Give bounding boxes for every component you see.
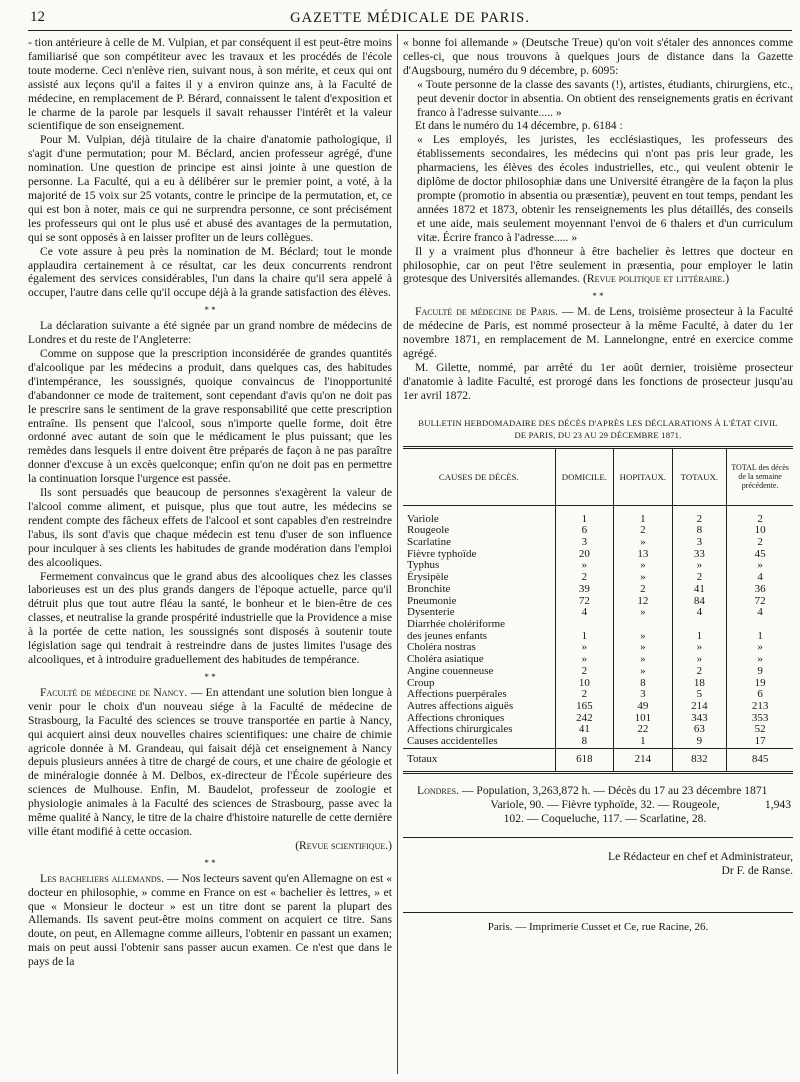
faculte-heading: Faculté de médecine de Paris. <box>415 305 558 319</box>
cause-cell: Totaux <box>403 748 555 772</box>
count-cell: 2 <box>727 514 793 526</box>
article-paragraph: « bonne foi allemande » (Deutsche Treue) qu'on voit s'étaler des annonces comme celles-ci, que nous trouvons à quelques jours de distance dans la Gazette d'Augsbourg, numéro du 9 décembre, p. 6095: <box>403 36 793 77</box>
count-cell: 4 <box>672 607 727 619</box>
table-row <box>403 514 793 526</box>
printer-imprint: Paris. — Imprimerie Cusset et Ce, rue Racine, 26. <box>403 912 793 935</box>
count-cell: 214 <box>614 748 673 772</box>
count-cell: 18 <box>672 678 727 690</box>
nancy-article <box>28 686 392 839</box>
cause-cell: Autres affections aiguës <box>407 699 514 712</box>
article-paragraph: Et dans le numéro du 14 décembre, p. 6184 : <box>415 119 623 133</box>
count-cell: 2 <box>614 525 673 537</box>
nancy-heading: Faculté de médecine de Nancy. <box>40 685 188 699</box>
count-cell: 9 <box>672 736 727 748</box>
count-cell: » <box>614 642 673 654</box>
cause-cell: Diarrhée cholériforme <box>407 617 506 630</box>
count-cell: 33 <box>672 549 727 561</box>
count-cell: » <box>727 654 793 666</box>
count-cell: 41 <box>672 584 727 596</box>
article-paragraph <box>403 245 793 287</box>
table-row <box>403 701 793 713</box>
count-cell: 41 <box>555 724 614 736</box>
source-citation: (Revue politique et littéraire.) <box>582 272 730 286</box>
count-cell: 22 <box>614 724 673 736</box>
count-cell: 10 <box>727 525 793 537</box>
count-cell: 832 <box>672 748 727 772</box>
table-row <box>403 619 793 631</box>
section-separator: * * <box>204 671 216 682</box>
londres-text: — Population, 3,263,872 h. — Décès du 17 au 23 décembre 1871 <box>458 783 768 797</box>
count-cell: 36 <box>727 584 793 596</box>
count-cell: 8 <box>555 736 614 748</box>
column-divider <box>397 34 398 1074</box>
article-paragraph: - tion antérieure à celle de M. Vulpian, et par conséquent il est peut-être moins familiarisé que son compétiteur avec les travaux et les procédés de l'école toute moderne. Ceci n'enlève rien, suivant nous, à son mérite, et ceux qui ont assisté aux leçons qu'il a faites il y a environ quinze ans, à la Faculté de médecine, en remplacement de P. Bérard, connaissent le talent d'exposition et le charme de la parole par lesquels il savait rehausser l'intérêt et la valeur scientifique de son enseignement. <box>28 36 392 133</box>
count-cell: 19 <box>727 678 793 690</box>
source-citation: (Revue scientifique.) <box>295 838 392 852</box>
count-cell: 2 <box>614 584 673 596</box>
table-row <box>403 572 793 584</box>
londres-line: Variole, 90. — Fièvre typhoïde, 32. — Rougeole, <box>490 797 720 811</box>
article-paragraph: La déclaration suivante a été signée par un grand nombre de médecins de Londres et du reste de l'Angleterre: <box>28 319 392 347</box>
count-cell: 6 <box>727 689 793 701</box>
count-cell <box>727 619 793 631</box>
article-paragraph: Pour M. Vulpian, déjà titulaire de la chaire d'anatomie pathologique, il s'agit d'une permutation; pour M. Béclard, ancien professeur agrégé, d'une nomination. Une question de principe est ainsi jointe à une question de personne. La Faculté, qui a eu à délibérer sur le premier point, a voté, à la majorité de 15 voix sur 25 votants, contre le principe de la permutation, et, ce qui est bon à noter, mais ce qui ne surprendra personne, ce sont précisément les professeurs qui ont le plus usé et abusé des avantages de la permutation, qui se sont opposés à en laisser profiter un de leurs collègues. <box>28 133 392 244</box>
count-cell: » <box>555 560 614 572</box>
journal-title: GAZETTE MÉDICALE DE PARIS. <box>290 10 530 26</box>
page-header <box>28 8 792 31</box>
bulletin-title-line: BULLETIN HEBDOMADAIRE DES DÉCÈS D'APRÈS LES DÉCLARATIONS À L'ÉTAT CIVIL <box>418 417 778 428</box>
count-cell: » <box>614 560 673 572</box>
count-cell: 2 <box>672 572 727 584</box>
table-body <box>403 505 793 772</box>
cause-cell: Affections chirurgicales <box>407 723 513 736</box>
count-cell: 1 <box>614 514 673 526</box>
count-cell: 4 <box>727 607 793 619</box>
count-cell: » <box>614 537 673 549</box>
cause-cell: Pneumonie <box>407 594 457 607</box>
cause-cell: Variole <box>407 512 439 525</box>
section-separator: * * <box>592 291 604 302</box>
count-cell: 12 <box>614 596 673 608</box>
count-cell: » <box>614 631 673 643</box>
article-paragraph: Ce vote assure à peu près la nomination de M. Béclard; tout le monde applaudira certainement à ce résultat, car les deux concurrents rendront également des services considérables, l'un dans la chaire qu'il sera appelé à occuper, l'autre dans celle qu'il occupe déjà à la grande satisfaction des élèves. <box>28 244 392 300</box>
table-row <box>403 596 793 608</box>
count-cell: » <box>614 654 673 666</box>
count-cell: 2 <box>727 537 793 549</box>
signature-name: Dr F. de Ranse. <box>721 864 793 878</box>
bacheliers-article <box>28 872 392 969</box>
count-cell: 343 <box>672 713 727 725</box>
count-cell: 213 <box>727 701 793 713</box>
count-cell <box>555 619 614 631</box>
article-paragraph: Ils sont persuadés que beaucoup de personnes s'exagèrent la valeur de l'alcool comme aliment, et puisque, plus que tout autre, les médecins se rendent compte des fâcheux effets de l'alcool et sont capables d'en restreindre l'abus, ils sont d'avis que chaque médecin est tenu d'user de son influence pour inculquer à ses clients les habitudes de grande modération dans l'emploi des alcooliques. <box>28 486 392 569</box>
count-cell <box>614 619 673 631</box>
count-cell: 52 <box>727 724 793 736</box>
count-cell: 2 <box>672 514 727 526</box>
section-separator: * * <box>204 857 216 868</box>
cause-cell: Dysenterie <box>407 606 455 619</box>
cause-cell: Typhus <box>407 559 440 572</box>
count-cell: 6 <box>555 525 614 537</box>
bacheliers-heading: Les bacheliers allemands. <box>40 871 164 885</box>
table-row <box>403 584 793 596</box>
count-cell: 1 <box>727 631 793 643</box>
signature-title: Le Rédacteur en chef et Administrateur, <box>608 850 793 864</box>
count-cell: 3 <box>672 537 727 549</box>
count-cell: 845 <box>727 748 793 772</box>
count-cell: 39 <box>555 584 614 596</box>
londres-stats <box>403 784 793 826</box>
count-cell: 2 <box>555 666 614 678</box>
count-cell: 4 <box>727 572 793 584</box>
count-cell: 17 <box>727 736 793 748</box>
cause-cell: Scarlatine <box>407 536 451 549</box>
left-column <box>28 36 392 969</box>
count-cell: 4 <box>555 607 614 619</box>
count-cell: 1 <box>555 514 614 526</box>
right-column <box>403 36 793 935</box>
count-cell: 9 <box>727 666 793 678</box>
section-separator: * * <box>204 305 216 316</box>
count-cell: 1 <box>555 631 614 643</box>
count-cell: 45 <box>727 549 793 561</box>
count-cell: 8 <box>614 678 673 690</box>
count-cell: 20 <box>555 549 614 561</box>
article-paragraph: Comme on suppose que la prescription inconsidérée de grandes quantités d'alcoolique par les médecins a produit, dans quelques cas, des habitudes d'intempérance, les soussignés, quoique convaincus de l'inopportunité d'abandonner ce mode de traitement, sont cependant d'avis qu'on ne doit pas le prescrire sans le sentiment de la grave responsabilité que cette prescription entraîne. Ils pensent que l'alcool, sous n'importe quelle forme, doit être ordonné avec autant de soin que le médicament le plus puissant; que les remèdes dans lesquels il entre doivent être préparés de façon à ne pas paraître donner d'excuse à un excès quelconque; enfin qu'on ne doit pas en permettre la continuation lorsque l'urgence est passée. <box>28 347 392 486</box>
table-row <box>403 525 793 537</box>
table-row <box>403 537 793 549</box>
page-number: 12 <box>30 9 45 25</box>
faculte-text: — M. de Lens, troisième prosecteur à la Faculté de médecine de Paris, est nommé prosecteur à la même Faculté, à dater du 1er novembre 1871, en remplacement de M. Lannelongne, entré en exercice comme agrégé. <box>403 305 794 361</box>
count-cell: » <box>614 607 673 619</box>
column-header: CAUSES DE DÉCÈS. <box>403 447 555 505</box>
count-cell: 3 <box>555 537 614 549</box>
count-cell <box>672 619 727 631</box>
table-row <box>403 666 793 678</box>
column-header: TOTAUX. <box>672 447 727 505</box>
count-cell: 10 <box>555 678 614 690</box>
table-total-row <box>403 748 793 772</box>
quoted-advertisement: « Les employés, les juristes, les ecclésiastiques, les professeurs des établissements secondaires, les médecins qui n'ont pas pris leur grade, les pharmaciens, les élèves des écoles industrielles, etc., qui veulent obtenir le diplôme de doctor philosophiæ dans une Université étrangère de la façon la plus prompte (promotio in absentia ou præsentiæ), peuvent en tout temps, pendant les années 1872 et 1873, obtenir les renseignements les plus détaillés, des conseils et une aide, mais seulement moyennant l'envoi de 6 thalers et d'un curriculum vitæ. Écrire franco à l'adresse..... » <box>417 133 793 244</box>
bacheliers-text: — Nos lecteurs savent qu'en Allemagne on est « docteur en philosophie, » comme en France on est « bachelier ès lettres, » et que « Monsieur le docteur » est un titre dont se parent la plupart des Allemands. Ils savent peut-être moins comment on acquiert ce titre. Sans doute, on peut, en Allemagne comme ailleurs, l'obtenir en passant un examen; mais on peut aussi l'obtenir sans passer aucun examen. Ce n'est que dans le pays de la <box>28 871 393 969</box>
article-text: Il y a vraiment plus d'honneur à être bachelier ès lettres que docteur en philosophie, car on peut l'être seulement in præsentia, pour employer le latin grotesque des Universités allemandes. <box>403 244 793 286</box>
count-cell: 5 <box>672 689 727 701</box>
cause-cell: Affections puerpérales <box>407 688 507 701</box>
count-cell: 165 <box>555 701 614 713</box>
count-cell: » <box>555 654 614 666</box>
count-cell: 1 <box>672 631 727 643</box>
signature-block <box>403 837 793 878</box>
count-cell: 242 <box>555 713 614 725</box>
column-header: HOPITAUX. <box>614 447 673 505</box>
count-cell: 72 <box>555 596 614 608</box>
bulletin-title <box>403 417 793 441</box>
londres-figure: 1,943 <box>764 797 791 811</box>
count-cell: » <box>727 642 793 654</box>
count-cell: 101 <box>614 713 673 725</box>
cause-cell: Fièvre typhoïde <box>407 547 477 560</box>
count-cell: 13 <box>614 549 673 561</box>
table-header-row <box>403 447 793 505</box>
count-cell: 2 <box>555 572 614 584</box>
mortality-table <box>403 446 793 774</box>
article-paragraph: Fermement convaincus que le grand abus des alcooliques chez les classes laborieuses est un des plus grands dangers de l'époque actuelle, parce qu'il détruit plus que tout autre fléau la santé, le bonheur et le bien-être de ces classes, et neutralise la grande prospérité industrielle que la Providence a mise à la portée de cette nation, les soussignés sont disposés à soutenir toute législation sage qui tendrait à restreindre dans de justes limites l'usage des alcooliques, et à introduire graduellement des habitudes de tempérance. <box>28 569 392 666</box>
article-paragraph: M. Gilette, nommé, par arrêté du 1er août dernier, troisième prosecteur d'anatomie à ladite Faculté, est prorogé dans les fonctions de prosecteur jusqu'au 1er avril 1872. <box>403 360 793 402</box>
column-header: TOTAL des décès de la semaine précédente. <box>727 447 793 505</box>
count-cell: 84 <box>672 596 727 608</box>
count-cell: 1 <box>614 736 673 748</box>
count-cell: 618 <box>555 748 614 772</box>
count-cell: 63 <box>672 724 727 736</box>
nancy-text: — En attendant une solution bien longue à venir pour le choix d'un nouveau siége à la Faculté de médecine de Strasbourg, la Faculté des sciences se trouve transportée en partie à Nancy, qui acquiert ainsi deux nouvelles chaires scientifiques: une chaire de chimie agricole donnée à M. Grandeau, qui faisait déjà cet enseignement à Nancy depuis plusieurs années à titre de chargé de cours, et une chaire de géologie et de minéralogie donnée à M. Delbos, ex-directeur de l'École supérieure des sciences de Mulhouse. Enfin, M. Baudelot, professeur de zoologie et physiologie animales à la Faculté des sciences de Strasbourg, passe avec la même qualité à Nancy, le titre de la chaire d'histoire naturelle de cette dernière ville étant modifié à cette occasion. <box>28 685 392 838</box>
count-cell: » <box>555 642 614 654</box>
cause-cell: Causes accidentelles <box>407 735 498 748</box>
londres-label: Londres. <box>417 783 459 797</box>
table-row <box>403 736 793 748</box>
count-cell: 2 <box>555 689 614 701</box>
count-cell: 214 <box>672 701 727 713</box>
quoted-advertisement: « Toute personne de la classe des savants (!), artistes, étudiants, chirurgiens, etc., peut devenir doctor in absentia. On obtient des renseignements gratis en écrivant franco à l'adresse suivante..... » <box>417 77 793 119</box>
spacer-row <box>403 505 793 514</box>
count-cell: 49 <box>614 701 673 713</box>
cause-cell: Croup <box>407 676 435 689</box>
londres-line: 102. — Coqueluche, 117. — Scarlatine, 28. <box>503 811 707 825</box>
cause-cell: Rougeole <box>407 524 450 537</box>
count-cell: » <box>727 560 793 572</box>
count-cell: » <box>614 666 673 678</box>
count-cell: 3 <box>614 689 673 701</box>
count-cell: 8 <box>672 525 727 537</box>
cause-cell: des jeunes enfants <box>407 629 488 642</box>
cause-cell: Choléra asiatique <box>407 653 484 666</box>
count-cell: » <box>672 560 727 572</box>
table-row <box>403 560 793 572</box>
cause-cell: Choléra nostras <box>407 641 476 654</box>
bulletin-title-line: DE PARIS, DU 23 AU 29 DÉCEMBRE 1871. <box>514 429 682 440</box>
count-cell: 72 <box>727 596 793 608</box>
count-cell: » <box>614 572 673 584</box>
column-header: DOMICILE. <box>555 447 614 505</box>
count-cell: 353 <box>727 713 793 725</box>
cause-cell: Érysipèle <box>407 571 449 584</box>
faculte-article <box>403 305 793 361</box>
cause-cell: Affections chroniques <box>407 711 505 724</box>
cause-cell: Bronchite <box>407 582 451 595</box>
count-cell: 2 <box>672 666 727 678</box>
count-cell: » <box>672 654 727 666</box>
count-cell: » <box>672 642 727 654</box>
cause-cell: Angine couenneuse <box>407 664 494 677</box>
table-row <box>403 549 793 561</box>
